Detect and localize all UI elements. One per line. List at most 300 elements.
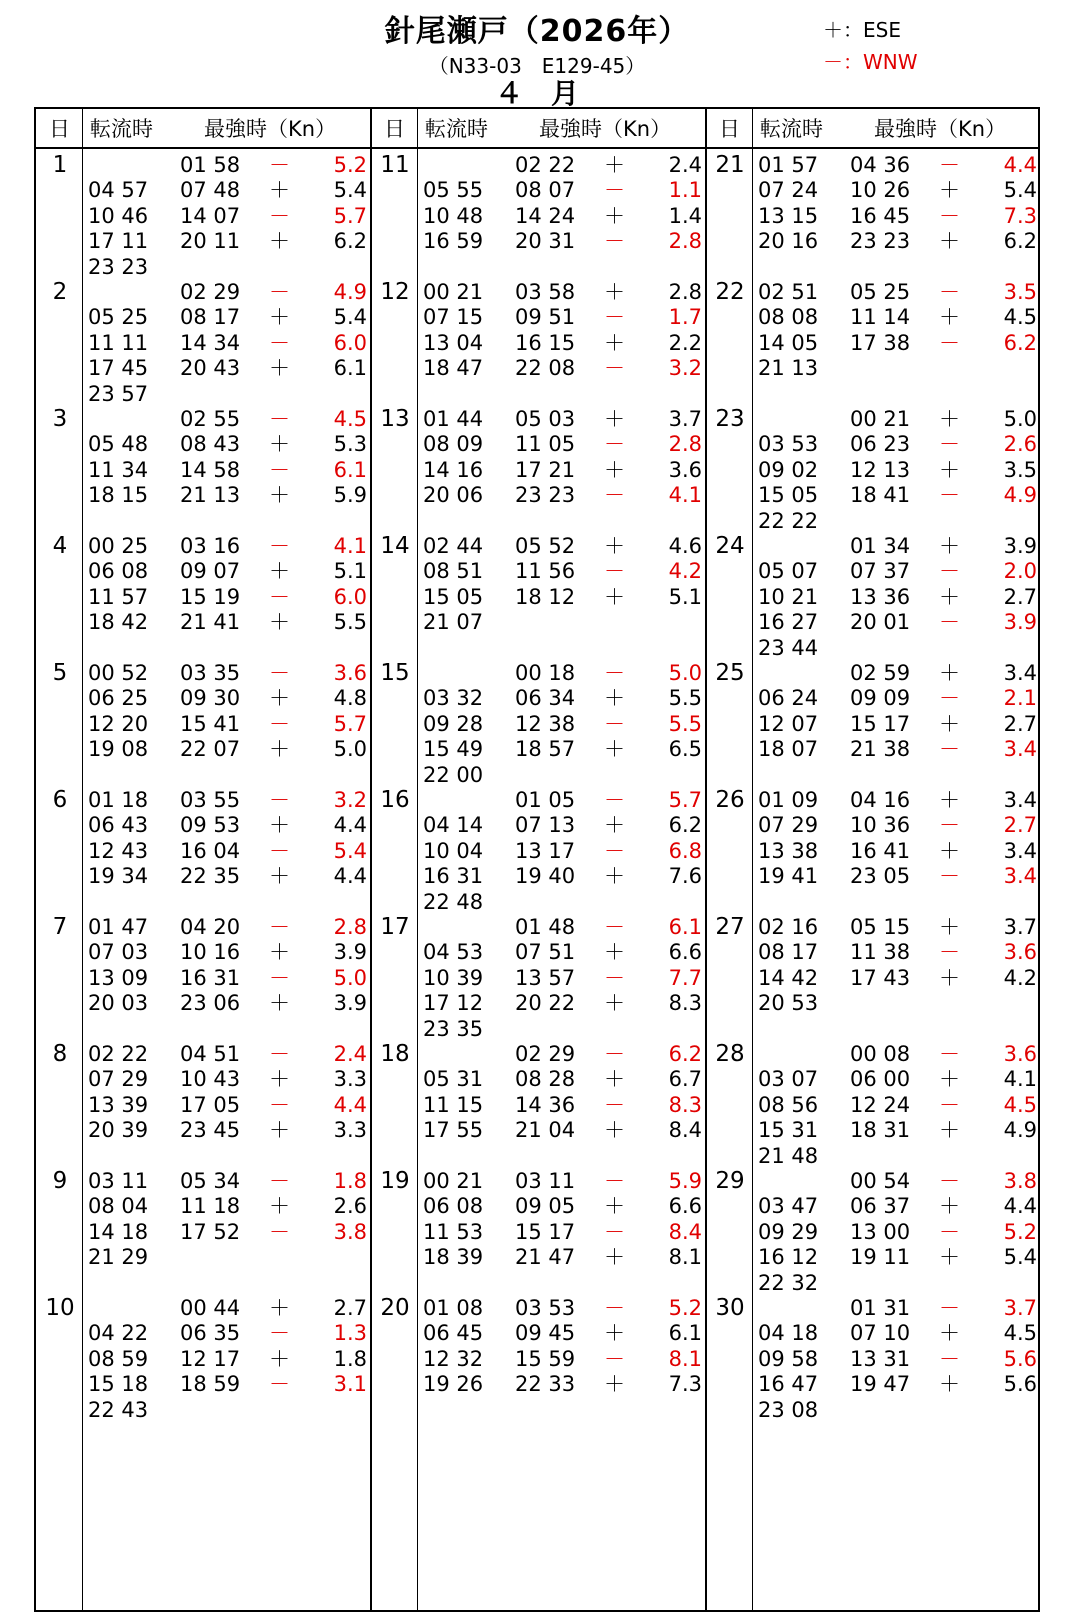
max-time: 12 24 (850, 1092, 911, 1117)
direction-sign: ＋ (269, 356, 290, 381)
direction-sign: ＋ (939, 407, 960, 431)
max-time: 08 07 (515, 178, 576, 203)
direction-sign: － (269, 788, 290, 812)
direction-sign: － (604, 559, 625, 584)
max-time: 21 13 (180, 483, 241, 508)
max-speed: 3.5 (1003, 457, 1037, 482)
max-time: 23 06 (180, 991, 241, 1016)
max-speed: 5.7 (668, 788, 702, 812)
slack-time: 07 29 (758, 813, 819, 838)
slack-time: 09 29 (758, 1219, 819, 1244)
direction-sign: ＋ (269, 1118, 290, 1143)
direction-sign: － (269, 330, 290, 355)
slack-time: 07 15 (423, 305, 484, 330)
max-time: 03 53 (515, 1296, 576, 1320)
max-speed: 2.7 (1003, 813, 1037, 838)
max-time: 17 21 (515, 457, 576, 482)
slack-time: 00 25 (88, 534, 149, 558)
max-speed: 3.1 (333, 1372, 367, 1397)
max-time: 09 45 (515, 1321, 576, 1346)
slack-time: 22 43 (88, 1397, 149, 1422)
day-number: 3 (52, 406, 68, 432)
header-max: 最強時（Kn） (204, 117, 337, 141)
max-time: 06 00 (850, 1067, 911, 1092)
max-speed: 5.4 (333, 178, 367, 203)
max-speed: 3.7 (1003, 1296, 1037, 1320)
slack-time: 08 56 (758, 1092, 819, 1117)
max-speed: 8.1 (668, 1245, 702, 1270)
direction-sign: － (269, 1092, 290, 1117)
max-speed: 8.4 (668, 1118, 702, 1143)
max-time: 18 41 (850, 483, 911, 508)
direction-sign: ＋ (604, 407, 625, 431)
max-speed: 3.4 (1003, 661, 1037, 685)
day-number: 20 (380, 1295, 410, 1321)
max-speed: 2.7 (1003, 584, 1037, 609)
slack-time: 14 42 (758, 965, 819, 990)
direction-sign: － (269, 711, 290, 736)
max-time: 21 47 (515, 1245, 576, 1270)
max-time: 14 34 (180, 330, 241, 355)
day-number: 18 (380, 1041, 410, 1067)
direction-sign: ＋ (939, 229, 960, 254)
max-time: 20 11 (180, 229, 241, 254)
day-number: 23 (715, 406, 745, 432)
slack-time: 09 02 (758, 457, 819, 482)
max-speed: 7.3 (1003, 203, 1037, 228)
direction-sign: － (939, 1296, 960, 1320)
header-slack: 転流時 (425, 117, 488, 141)
max-speed: 5.0 (668, 661, 702, 685)
direction-sign: － (604, 483, 625, 508)
direction-sign: ＋ (269, 1296, 290, 1320)
page-title: 針尾瀬戸（2026年） (384, 14, 690, 49)
slack-time: 23 57 (88, 381, 149, 406)
slack-time: 06 24 (758, 686, 819, 711)
max-speed: 6.6 (668, 1194, 702, 1219)
max-speed: 4.5 (1003, 1321, 1037, 1346)
direction-sign: － (604, 1042, 625, 1066)
max-speed: 6.0 (333, 330, 367, 355)
max-time: 05 34 (180, 1169, 241, 1193)
max-time: 22 33 (515, 1372, 576, 1397)
slack-time: 20 03 (88, 991, 149, 1016)
slack-time: 05 07 (758, 559, 819, 584)
direction-sign: ＋ (939, 915, 960, 939)
max-speed: 5.4 (1003, 1245, 1037, 1270)
slack-time: 08 04 (88, 1194, 149, 1219)
direction-sign: ＋ (269, 229, 290, 254)
max-time: 07 13 (515, 813, 576, 838)
direction-sign: ＋ (269, 305, 290, 330)
day-column-divider (752, 109, 753, 1610)
max-time: 20 43 (180, 356, 241, 381)
max-speed: 8.4 (668, 1219, 702, 1244)
day-number: 26 (715, 787, 745, 813)
slack-time: 08 08 (758, 305, 819, 330)
max-speed: 5.7 (333, 711, 367, 736)
slack-time: 18 42 (88, 610, 149, 635)
direction-sign: － (604, 965, 625, 990)
slack-time: 12 32 (423, 1346, 484, 1371)
slack-time: 00 52 (88, 661, 149, 685)
slack-time: 16 27 (758, 610, 819, 635)
max-speed: 3.4 (1003, 838, 1037, 863)
max-time: 23 45 (180, 1118, 241, 1143)
slack-time: 13 09 (88, 965, 149, 990)
direction-sign: － (939, 559, 960, 584)
max-speed: 5.6 (1003, 1372, 1037, 1397)
max-time: 02 55 (180, 407, 241, 431)
slack-time: 02 22 (88, 1042, 149, 1066)
max-time: 12 38 (515, 711, 576, 736)
max-speed: 6.2 (668, 813, 702, 838)
slack-time: 22 00 (423, 762, 484, 787)
direction-sign: ＋ (269, 559, 290, 584)
direction-sign: ＋ (269, 686, 290, 711)
slack-time: 13 38 (758, 838, 819, 863)
slack-time: 10 46 (88, 203, 149, 228)
direction-sign: ＋ (939, 788, 960, 812)
direction-sign: ＋ (939, 1118, 960, 1143)
slack-time: 15 31 (758, 1118, 819, 1143)
slack-time: 17 11 (88, 229, 149, 254)
direction-sign: ＋ (269, 813, 290, 838)
max-speed: 3.5 (1003, 280, 1037, 304)
max-time: 09 09 (850, 686, 911, 711)
slack-time: 16 12 (758, 1245, 819, 1270)
direction-sign: － (269, 407, 290, 431)
slack-time: 17 45 (88, 356, 149, 381)
max-speed: 6.1 (668, 915, 702, 939)
max-time: 00 44 (180, 1296, 241, 1320)
direction-sign: ＋ (939, 1372, 960, 1397)
direction-sign: － (939, 737, 960, 762)
direction-sign: － (939, 864, 960, 889)
max-speed: 4.2 (668, 559, 702, 584)
direction-sign: － (939, 813, 960, 838)
day-number: 22 (715, 279, 745, 305)
max-time: 10 16 (180, 940, 241, 965)
direction-sign: ＋ (269, 483, 290, 508)
slack-time: 05 55 (423, 178, 484, 203)
max-speed: 4.8 (333, 686, 367, 711)
max-time: 17 52 (180, 1219, 241, 1244)
max-speed: 8.3 (668, 1092, 702, 1117)
max-speed: 7.3 (668, 1372, 702, 1397)
slack-time: 11 15 (423, 1092, 484, 1117)
max-speed: 3.4 (1003, 788, 1037, 812)
max-speed: 4.1 (668, 483, 702, 508)
max-time: 14 58 (180, 457, 241, 482)
direction-sign: ＋ (939, 1245, 960, 1270)
max-speed: 3.9 (1003, 610, 1037, 635)
slack-time: 11 57 (88, 584, 149, 609)
max-time: 15 41 (180, 711, 241, 736)
day-number: 4 (52, 533, 68, 559)
slack-time: 16 31 (423, 864, 484, 889)
direction-sign: － (269, 280, 290, 304)
direction-sign: ＋ (604, 991, 625, 1016)
station-coordinates: （N33-03 E129-45） (428, 54, 646, 78)
slack-time: 03 32 (423, 686, 484, 711)
max-speed: 2.4 (333, 1042, 367, 1066)
slack-time: 00 21 (423, 1169, 484, 1193)
direction-sign: ＋ (604, 584, 625, 609)
max-speed: 3.6 (1003, 940, 1037, 965)
max-time: 04 16 (850, 788, 911, 812)
day-number: 5 (52, 660, 68, 686)
max-time: 00 18 (515, 661, 576, 685)
direction-sign: － (269, 661, 290, 685)
slack-time: 01 18 (88, 788, 149, 812)
max-time: 09 07 (180, 559, 241, 584)
max-speed: 8.1 (668, 1346, 702, 1371)
max-speed: 3.9 (1003, 534, 1037, 558)
day-number: 14 (380, 533, 410, 559)
max-time: 13 31 (850, 1346, 911, 1371)
max-time: 18 59 (180, 1372, 241, 1397)
slack-time: 03 07 (758, 1067, 819, 1092)
day-number: 8 (52, 1041, 68, 1067)
max-speed: 2.7 (333, 1296, 367, 1320)
max-time: 03 16 (180, 534, 241, 558)
slack-time: 01 47 (88, 915, 149, 939)
day-number: 7 (52, 914, 68, 940)
max-time: 05 15 (850, 915, 911, 939)
direction-sign: ＋ (939, 1067, 960, 1092)
direction-sign: － (604, 356, 625, 381)
slack-time: 13 15 (758, 203, 819, 228)
max-time: 08 28 (515, 1067, 576, 1092)
slack-time: 12 07 (758, 711, 819, 736)
max-speed: 2.8 (668, 280, 702, 304)
max-speed: 5.6 (1003, 1346, 1037, 1371)
max-time: 19 11 (850, 1245, 911, 1270)
max-time: 16 45 (850, 203, 911, 228)
max-speed: 6.1 (333, 356, 367, 381)
max-time: 15 19 (180, 584, 241, 609)
max-time: 00 21 (850, 407, 911, 431)
max-time: 08 17 (180, 305, 241, 330)
direction-sign: ＋ (604, 1321, 625, 1346)
direction-sign: － (604, 788, 625, 812)
slack-time: 14 05 (758, 330, 819, 355)
max-speed: 4.9 (1003, 483, 1037, 508)
max-speed: 6.2 (668, 1042, 702, 1066)
direction-sign: － (269, 1321, 290, 1346)
slack-time: 08 17 (758, 940, 819, 965)
max-time: 05 25 (850, 280, 911, 304)
max-speed: 3.3 (333, 1067, 367, 1092)
day-number: 12 (380, 279, 410, 305)
max-speed: 3.4 (1003, 737, 1037, 762)
direction-sign: ＋ (604, 864, 625, 889)
max-speed: 2.0 (1003, 559, 1037, 584)
max-time: 11 38 (850, 940, 911, 965)
max-time: 07 48 (180, 178, 241, 203)
slack-time: 02 44 (423, 534, 484, 558)
direction-sign: ＋ (939, 534, 960, 558)
max-speed: 5.5 (668, 711, 702, 736)
direction-sign: － (939, 940, 960, 965)
day-number: 24 (715, 533, 745, 559)
direction-sign: － (269, 965, 290, 990)
day-number: 30 (715, 1295, 745, 1321)
max-speed: 4.4 (333, 864, 367, 889)
slack-time: 15 05 (423, 584, 484, 609)
slack-time: 15 18 (88, 1372, 149, 1397)
slack-time: 06 08 (423, 1194, 484, 1219)
slack-time: 02 16 (758, 915, 819, 939)
max-time: 21 04 (515, 1118, 576, 1143)
slack-time: 22 22 (758, 508, 819, 533)
max-time: 06 35 (180, 1321, 241, 1346)
direction-sign: ＋ (939, 457, 960, 482)
slack-time: 04 22 (88, 1321, 149, 1346)
slack-time: 04 14 (423, 813, 484, 838)
direction-sign: ＋ (939, 711, 960, 736)
day-number: 1 (52, 152, 68, 178)
max-time: 02 29 (515, 1042, 576, 1066)
max-speed: 4.9 (1003, 1118, 1037, 1143)
slack-time: 11 34 (88, 457, 149, 482)
direction-sign: ＋ (269, 178, 290, 203)
direction-sign: ＋ (269, 991, 290, 1016)
max-time: 11 18 (180, 1194, 241, 1219)
max-time: 02 22 (515, 153, 576, 177)
direction-sign: ＋ (939, 305, 960, 330)
slack-time: 10 04 (423, 838, 484, 863)
max-speed: 3.7 (668, 407, 702, 431)
direction-sign: － (939, 1092, 960, 1117)
max-speed: 1.3 (333, 1321, 367, 1346)
max-time: 20 31 (515, 229, 576, 254)
max-speed: 2.7 (1003, 711, 1037, 736)
max-time: 19 47 (850, 1372, 911, 1397)
slack-time: 20 16 (758, 229, 819, 254)
slack-time: 20 39 (88, 1118, 149, 1143)
direction-sign: － (939, 1169, 960, 1193)
day-number: 11 (380, 152, 410, 178)
max-time: 16 15 (515, 330, 576, 355)
max-time: 06 37 (850, 1194, 911, 1219)
day-number: 6 (52, 787, 68, 813)
max-speed: 8.3 (668, 991, 702, 1016)
direction-sign: － (269, 915, 290, 939)
max-time: 14 07 (180, 203, 241, 228)
max-time: 14 24 (515, 203, 576, 228)
max-time: 00 54 (850, 1169, 911, 1193)
slack-time: 11 53 (423, 1219, 484, 1244)
slack-time: 16 47 (758, 1372, 819, 1397)
slack-time: 06 25 (88, 686, 149, 711)
max-speed: 4.5 (1003, 305, 1037, 330)
max-speed: 7.7 (668, 965, 702, 990)
day-number: 21 (715, 152, 745, 178)
direction-sign: ＋ (604, 153, 625, 177)
max-time: 05 03 (515, 407, 576, 431)
max-time: 10 26 (850, 178, 911, 203)
max-speed: 5.2 (1003, 1219, 1037, 1244)
direction-sign: － (604, 1169, 625, 1193)
direction-sign: ＋ (604, 1372, 625, 1397)
direction-sign: ＋ (604, 330, 625, 355)
max-time: 22 07 (180, 737, 241, 762)
slack-time: 21 13 (758, 356, 819, 381)
direction-sign: － (939, 1042, 960, 1066)
slack-time: 08 09 (423, 432, 484, 457)
day-column-divider (82, 109, 83, 1610)
max-speed: 5.2 (333, 153, 367, 177)
slack-time: 23 35 (423, 1016, 484, 1041)
direction-sign: － (269, 1042, 290, 1066)
max-time: 18 31 (850, 1118, 911, 1143)
slack-time: 10 48 (423, 203, 484, 228)
direction-sign: ＋ (604, 813, 625, 838)
max-speed: 3.6 (1003, 1042, 1037, 1066)
day-number: 29 (715, 1168, 745, 1194)
direction-sign: ＋ (939, 965, 960, 990)
day-column-divider (417, 109, 418, 1610)
direction-sign: － (604, 1296, 625, 1320)
max-speed: 4.4 (1003, 153, 1037, 177)
max-time: 16 04 (180, 838, 241, 863)
slack-time: 21 48 (758, 1143, 819, 1168)
direction-sign: ＋ (269, 610, 290, 635)
max-speed: 6.1 (333, 457, 367, 482)
max-speed: 3.2 (668, 356, 702, 381)
max-time: 04 36 (850, 153, 911, 177)
day-number: 9 (52, 1168, 68, 1194)
max-time: 07 10 (850, 1321, 911, 1346)
max-time: 07 37 (850, 559, 911, 584)
max-speed: 5.0 (1003, 407, 1037, 431)
max-time: 13 00 (850, 1219, 911, 1244)
max-time: 18 57 (515, 737, 576, 762)
direction-sign: ＋ (269, 1194, 290, 1219)
slack-time: 16 59 (423, 229, 484, 254)
max-speed: 4.4 (333, 813, 367, 838)
slack-time: 01 08 (423, 1296, 484, 1320)
max-time: 20 01 (850, 610, 911, 635)
slack-time: 07 29 (88, 1067, 149, 1092)
max-time: 10 43 (180, 1067, 241, 1092)
slack-time: 01 09 (758, 788, 819, 812)
slack-time: 04 18 (758, 1321, 819, 1346)
direction-sign: － (939, 686, 960, 711)
max-time: 13 57 (515, 965, 576, 990)
max-time: 02 29 (180, 280, 241, 304)
max-speed: 4.2 (1003, 965, 1037, 990)
direction-sign: － (939, 610, 960, 635)
max-time: 23 23 (515, 483, 576, 508)
slack-time: 03 11 (88, 1169, 149, 1193)
max-time: 16 31 (180, 965, 241, 990)
max-speed: 6.8 (668, 838, 702, 863)
max-speed: 6.2 (1003, 330, 1037, 355)
direction-sign: － (604, 1219, 625, 1244)
day-number: 15 (380, 660, 410, 686)
direction-sign: － (604, 178, 625, 203)
direction-sign: ＋ (939, 838, 960, 863)
slack-time: 09 58 (758, 1346, 819, 1371)
max-time: 01 34 (850, 534, 911, 558)
max-speed: 3.8 (333, 1219, 367, 1244)
day-number: 17 (380, 914, 410, 940)
direction-sign: ＋ (269, 940, 290, 965)
max-speed: 3.3 (333, 1118, 367, 1143)
